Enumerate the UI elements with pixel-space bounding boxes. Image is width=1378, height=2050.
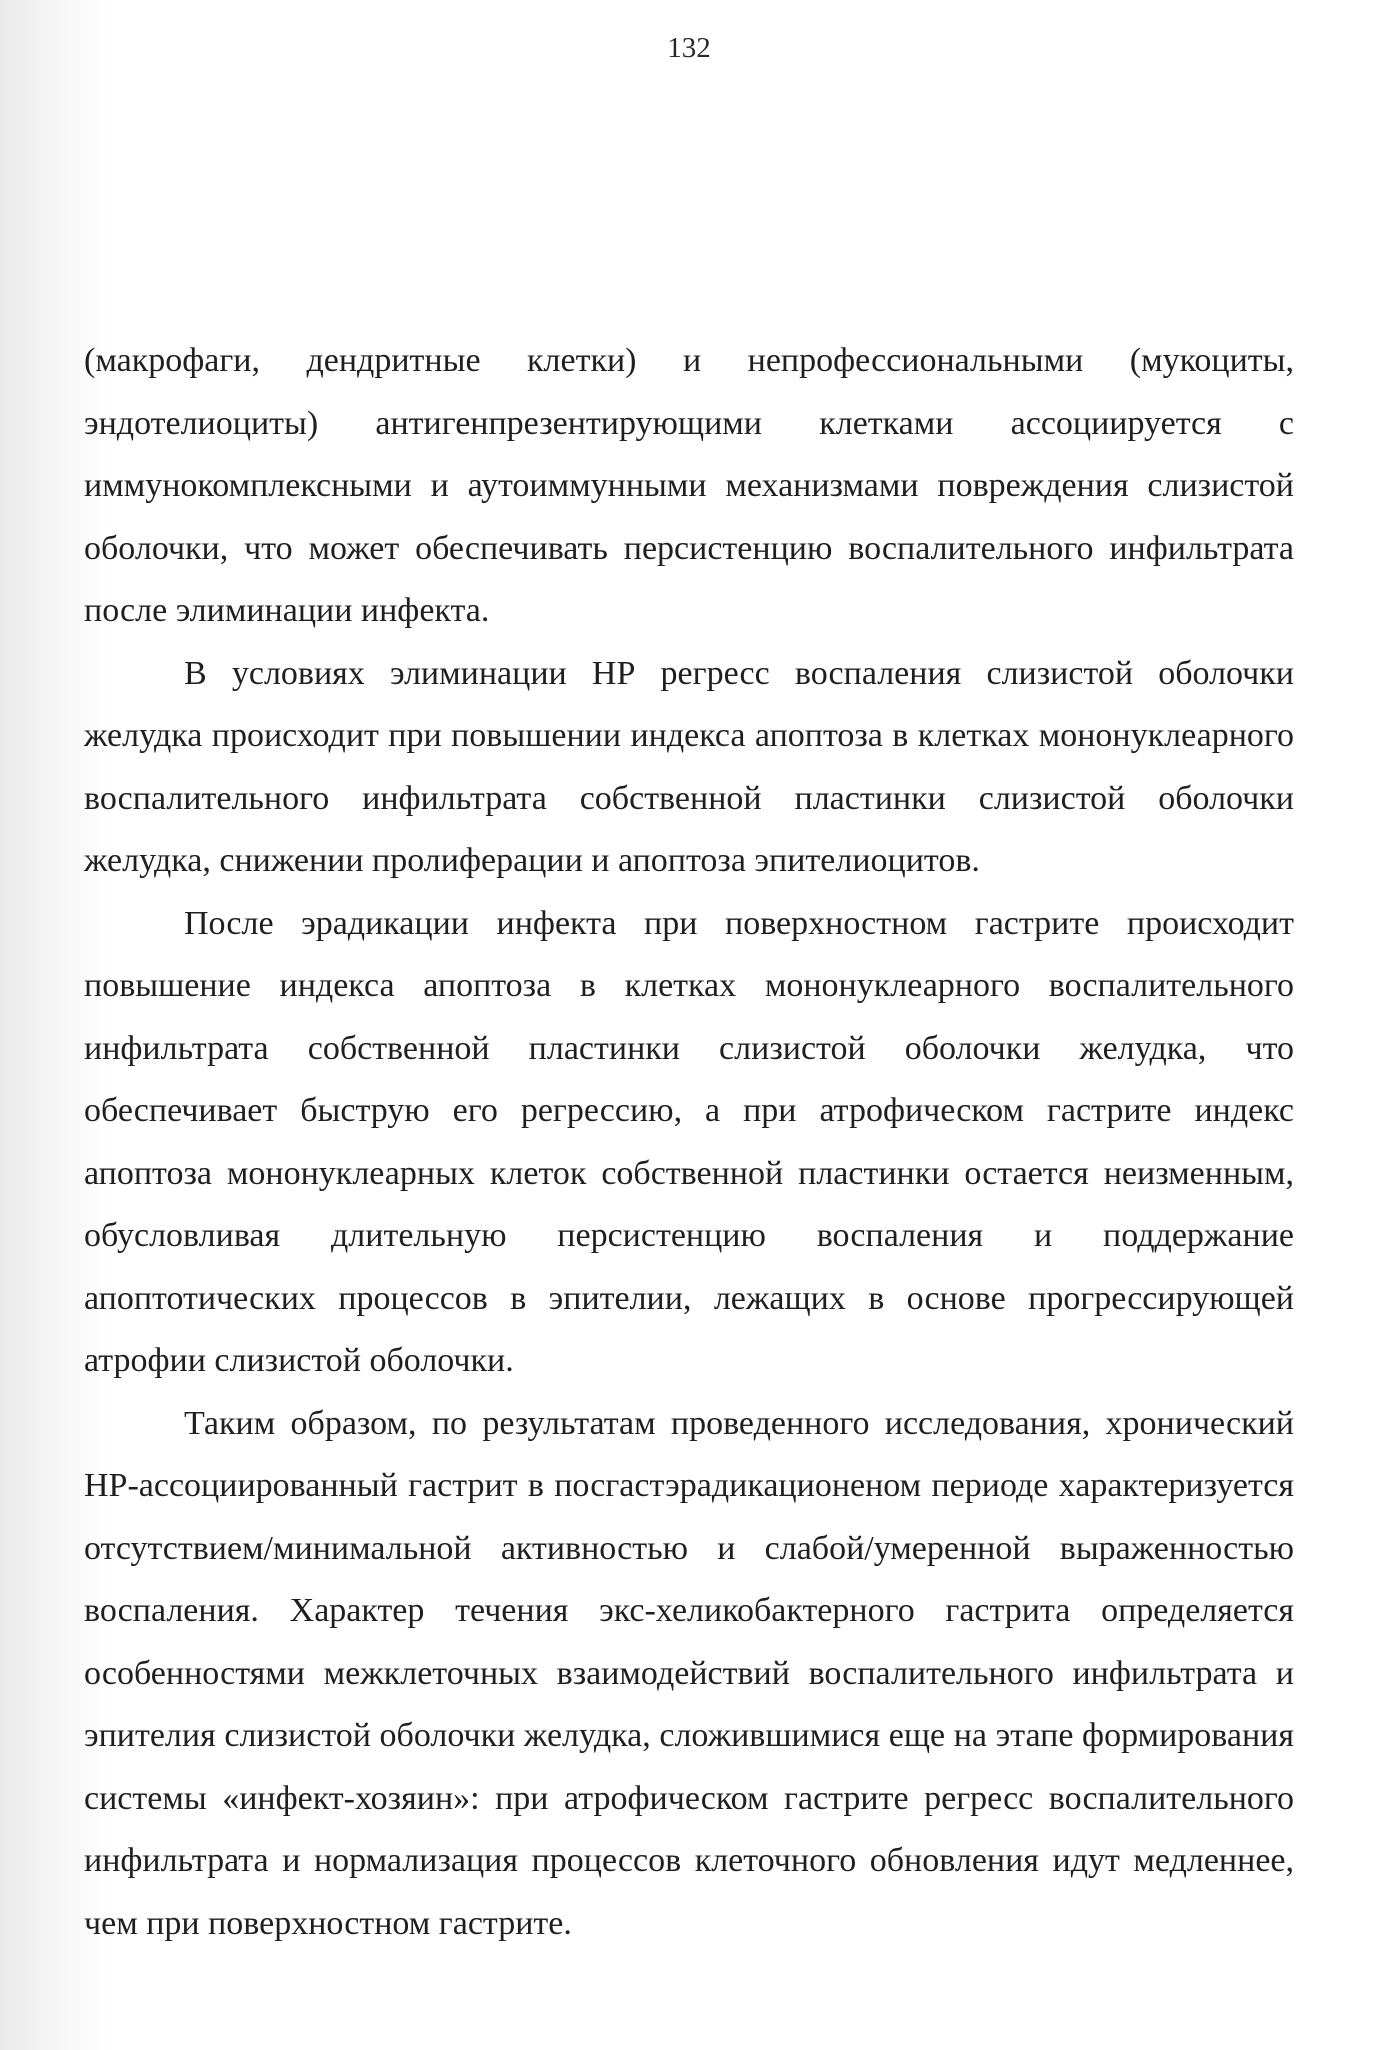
body-text <box>84 330 1294 1955</box>
paragraph-elimination: В условиях элиминации НР регресс воспаления слизистой оболочки желудка происходит при повышении индекса апоптоза в клетках мононуклеарного воспалительного инфильтрата собственной пластинки слизистой оболочки желудка, снижении пролиферации и апоптоза эпителиоцитов. <box>84 654 1294 879</box>
paragraph-eradication: После эрадикации инфекта при поверхностном гастрите происходит повышение индекса апоптоза в клетках мононуклеарного воспалительного инфильтрата собственной пластинки слизистой оболочки желудка, что обеспечивает быструю его регрессию, а при атрофическом гастрите индекс апоптоза мононуклеарных клеток собственной пластинки остается неизменным, обусловливая длительную персистенцию воспаления и поддержание апоптотических процессов в эпителии, лежащих в основе прогрессирующей атрофии слизистой оболочки. <box>84 904 1294 1379</box>
paragraph-continuation: (макрофаги, дендритные клетки) и непрофессиональными (мукоциты, эндотелиоциты) антигенпрезентирующими клетками ассоциируется с иммунокомплексными и аутоиммунными механизмами повреждения слизистой оболочки, что может обеспечивать персистенцию воспалительного инфильтрата после элиминации инфекта. <box>84 342 1294 629</box>
paragraph-conclusion: Таким образом, по результатам проведенного исследования, хронический НР-ассоциированный гастрит в посгастэрадикационеном периоде характеризуется отсутствием/минимальной активностью и слабой/умеренной выраженностью воспаления. Характер течения экс-хеликобактерного гастрита определяется особенностями межклеточных взаимодействий воспалительного инфильтрата и эпителия слизистой оболочки желудка, сложившимися еще на этапе формирования системы «инфект-хозяин»: при атрофическом гастрите регресс воспалительного инфильтрата и нормализация процессов клеточного обновления идут медленнее, чем при поверхностном гастрите. <box>84 1404 1294 1942</box>
page-number: 132 <box>667 32 711 64</box>
